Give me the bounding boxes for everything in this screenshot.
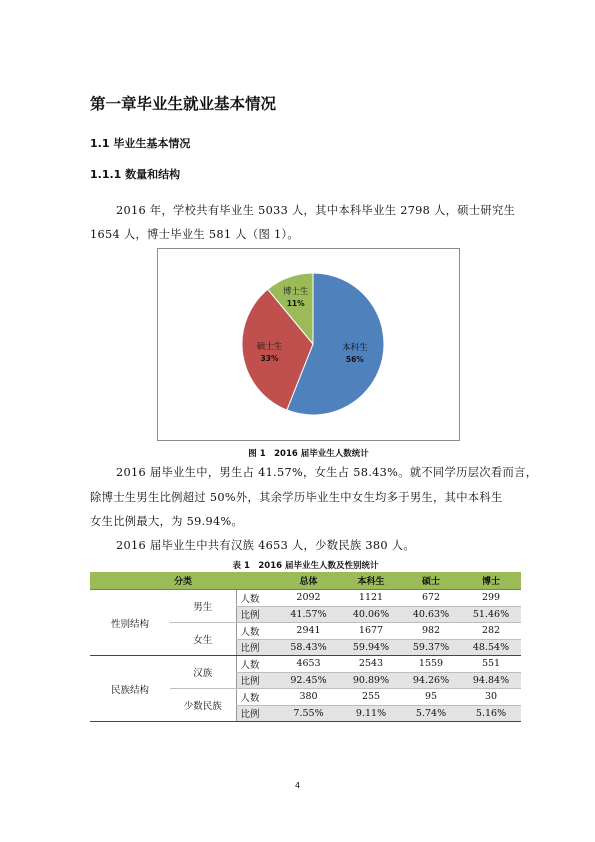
pie-category-label: 博士生 [282,286,309,297]
cell: 7.55% [276,705,341,722]
row-key: 比例 [236,672,276,689]
cell: 5.74% [401,705,461,722]
paragraph-2-line-1: 2016 届毕业生中，男生占 41.57%，女生占 58.43%。就不同学历层次看而言， [116,466,538,479]
chapter-title: 第一章毕业生就业基本情况 [90,95,277,113]
cell: 94.26% [401,672,461,689]
pie-value-label: 11% [286,298,305,308]
graduate-statistics-table [90,572,521,722]
cell: 1121 [341,590,401,607]
paragraph-1-line-2: 1654 人，博士毕业生 581 人（图 1）。 [90,228,299,241]
pie-category-label: 本科生 [342,342,368,353]
cell: 5.16% [461,705,521,722]
row-key: 人数 [236,623,276,640]
cell: 40.06% [341,606,401,623]
pie-value-label: 33% [260,353,279,363]
cell: 4653 [276,656,341,673]
pie-category-label: 硕士生 [256,341,283,352]
pie-chart-frame [157,248,460,441]
header-master: 硕士 [401,572,461,590]
header-undergraduate: 本科生 [341,572,401,590]
cell: 1559 [401,656,461,673]
table-row [90,590,521,607]
cell: 2543 [341,656,401,673]
cell: 299 [461,590,521,607]
cell: 982 [401,623,461,640]
paragraph-1-line-1: 2016 年，学校共有毕业生 5033 人，其中本科毕业生 2798 人，硕士研究生 [116,204,516,217]
subsection-title: 1.1.1 数量和结构 [90,168,181,181]
cell: 672 [401,590,461,607]
header-category: 分类 [90,572,276,590]
cell: 58.43% [276,639,341,656]
subgroup-label-han: 汉族 [170,656,236,689]
cell: 95 [401,689,461,706]
row-key: 人数 [236,590,276,607]
subgroup-label-minority: 少数民族 [170,689,236,722]
cell: 94.84% [461,672,521,689]
cell: 2092 [276,590,341,607]
paragraph-3-line-1: 2016 届毕业生中共有汉族 4653 人，少数民族 380 人。 [116,539,415,552]
cell: 41.57% [276,606,341,623]
subgroup-label-female: 女生 [170,623,236,656]
paragraph-2-line-3: 女生比例最大，为 59.94%。 [90,515,244,528]
cell: 551 [461,656,521,673]
group-label-gender: 性别结构 [90,590,170,656]
row-key: 人数 [236,656,276,673]
cell: 380 [276,689,341,706]
subgroup-label-male: 男生 [170,590,236,623]
pie-chart [158,249,459,440]
cell: 51.46% [461,606,521,623]
row-key: 人数 [236,689,276,706]
cell: 282 [461,623,521,640]
cell: 30 [461,689,521,706]
cell: 92.45% [276,672,341,689]
cell: 2941 [276,623,341,640]
cell: 48.54% [461,639,521,656]
cell: 9.11% [341,705,401,722]
row-key: 比例 [236,639,276,656]
cell: 40.63% [401,606,461,623]
row-key: 比例 [236,606,276,623]
cell: 255 [341,689,401,706]
table-caption: 表 1 2016 届毕业生人数及性别统计 [232,561,379,571]
cell: 59.37% [401,639,461,656]
group-label-ethnicity: 民族结构 [90,656,170,722]
header-doctor: 博士 [461,572,521,590]
cell: 59.94% [341,639,401,656]
figure-caption: 图 1 2016 届毕业生人数统计 [248,449,369,459]
cell: 90.89% [341,672,401,689]
cell: 1677 [341,623,401,640]
table-header-row [90,572,521,590]
page-number: 4 [294,781,301,790]
header-total: 总体 [276,572,341,590]
pie-value-label: 56% [345,354,364,364]
paragraph-2-line-2: 除博士生男生比例超过 50%外，其余学历毕业生中女生均多于男生，其中本科生 [90,491,503,504]
section-title: 1.1 毕业生基本情况 [90,137,191,150]
row-key: 比例 [236,705,276,722]
table-row [90,656,521,673]
